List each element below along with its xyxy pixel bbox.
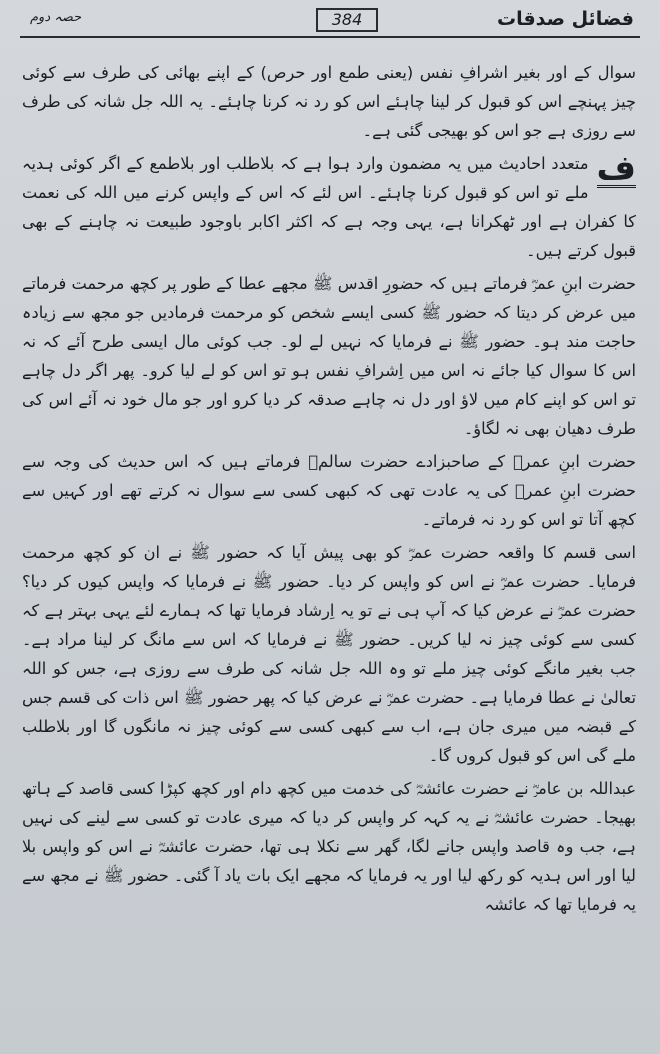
paragraph-4: حضرت ابنِ عمرؓ کے صاحبزادے حضرت سالمؒ فرماتے ہیں کہ اس حدیث کی وجہ سے حضرت ابنِ عمرؓ کی یہ عادت تھی کہ کبھی کسی سے سوال نہ کرتے تھے اور کہیں سے کچھ آتا تو اس کو رد نہ فرماتے۔ bbox=[22, 452, 636, 529]
fa-explanation-marker: ف bbox=[596, 148, 636, 188]
book-title: فضائل صدقات bbox=[496, 8, 634, 30]
paragraph-2-text: متعدد احادیث میں یہ مضمون وارد ہوا ہے کہ بلاطلب اور بلاطمع کے اگر کوئی ہدیہ ملے تو اس کو قبول کرنا چاہئے۔ اس لئے کہ اس کے واپس کرنے میں اللہ کی نعمت کا کفران ہے اور ٹھکرانا ہے، یہی وجہ ہے کہ اکثر اکابر باوجود طبیعت نہ چاہنے کے بھی قبول کرتے ہیں۔ bbox=[22, 154, 636, 260]
page-header bbox=[18, 6, 642, 36]
paragraph-5: اسی قسم کا واقعہ حضرت عمرؓ کو بھی پیش آیا کہ حضور ﷺ نے ان کو کچھ مرحمت فرمایا۔ حضرت عمرؓ نے اس کو واپس کر دیا۔ حضور ﷺ نے فرمایا کہ واپس کیوں کر دیا؟ حضرت عمرؓ نے عرض کیا کہ آپ ہی نے تو یہ اِرشاد فرمایا تھا کہ ہمارے لئے یہی بہتر ہے کہ کسی سے کوئی چیز نہ لیا کریں۔ حضور ﷺ نے فرمایا کہ اس سے مانگ کر لینا مراد ہے۔ جب بغیر مانگے کوئی چیز ملے تو وہ اللہ جل شانہ کی طرف سے روزی ہے، جس کو اللہ تعالیٰ نے عطا فرمایا ہے۔ حضرت عمرؓ نے عرض کیا کہ پھر حضور ﷺ اس ذات کی قسم جس کے قبضہ میں میری جان ہے، اب سے کبھی کسی سے کوئی چیز نہ مانگوں گا اور بلاطلب ملے گی اس کو قبول کروں گا۔ bbox=[22, 543, 636, 765]
paragraph-2 bbox=[22, 149, 636, 265]
paragraph-6: عبداللہ بن عامرؓ نے حضرت عائشہؓ کی خدمت میں کچھ دام اور کچھ کپڑا کسی قاصد کے ہاتھ بھیجا۔ حضرت عائشہؓ نے یہ کہہ کر واپس کر دیا کہ میری عادت تو کسی سے لینے کی نہیں ہے، جب وہ قاصد واپس جانے لگا، گھر سے نکلا ہی تھا، حضرت عائشہؓ نے اس کو واپس بلا لیا اور اس ہدیہ کو رکھ لیا اور یہ فرمایا کہ مجھے ایک بات یاد آ گئی۔ حضور ﷺ نے مجھ سے یہ فرمایا تھا کہ عائشہ bbox=[22, 779, 636, 914]
page-body bbox=[22, 58, 636, 1046]
header-rule bbox=[20, 36, 640, 38]
part-label: حصہ دوم bbox=[30, 10, 82, 25]
page-number: 384 bbox=[316, 8, 378, 32]
paragraph-1: سوال کے اور بغیر اشرافِ نفس (یعنی طمع اور حرص) کے اپنے بھائی کی طرف سے کوئی چیز پہنچے اس کو قبول کر لینا چاہئے اس کو رد نہ کرنا چاہئے۔ یہ اللہ جل شانہ کی طرف سے روزی ہے جو اس کو بھیجی گئی ہے۔ bbox=[22, 63, 636, 140]
paragraph-3: حضرت ابنِ عمرؓ فرماتے ہیں کہ حضورِ اقدس ﷺ مجھے عطا کے طور پر کچھ مرحمت فرماتے میں عرض کر دیتا کہ حضور ﷺ کسی ایسے شخص کو مرحمت فرمادیں جو مجھ سے زیادہ حاجت مند ہو۔ حضور ﷺ نے فرمایا کہ نہیں لے لو۔ جب کوئی مال ایسی طرح آئے کہ نہ اس کا سوال کیا جائے نہ اس میں اِشرافِ نفس ہو تو اس کو لے لیا کرو۔ پھر اگر دل چاہے تو اس کو اپنے کام میں لاؤ اور دل نہ چاہے صدقہ کر دیا کرو اور جو مال خود نہ آئے اس کی طرف دھیان بھی نہ لگاؤ۔ bbox=[22, 274, 636, 438]
